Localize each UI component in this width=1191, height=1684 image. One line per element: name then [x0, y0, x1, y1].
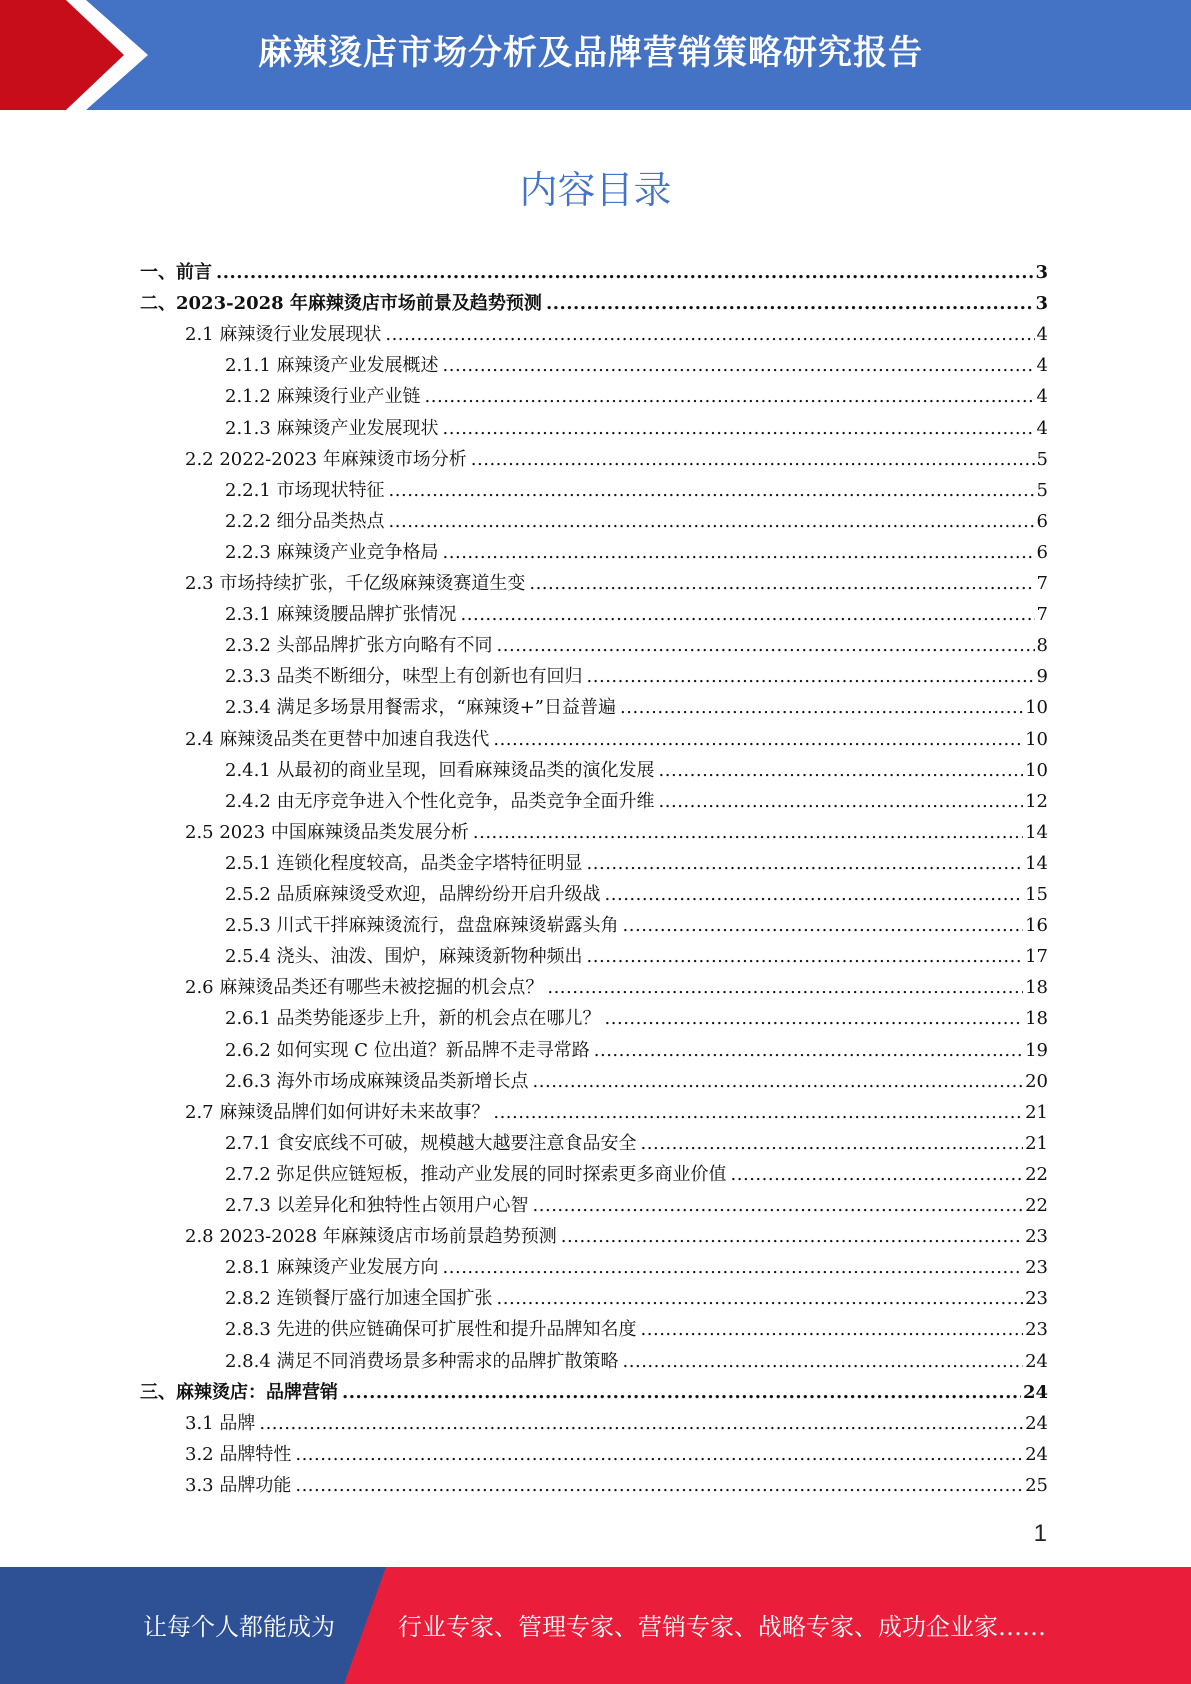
toc-entry-page: 22 — [1025, 1195, 1048, 1216]
toc-leader-dots — [497, 1287, 1024, 1311]
toc-entry[interactable] — [225, 658, 1048, 689]
header-banner — [0, 0, 1191, 110]
toc-leader-dots — [623, 914, 1024, 938]
toc-leader-dots — [425, 385, 1035, 409]
toc-entry-label: 2.3 市场持续扩张，千亿级麻辣烫赛道生变 — [185, 573, 526, 594]
toc-entry[interactable] — [140, 254, 1048, 285]
toc-leader-dots — [443, 417, 1035, 441]
toc-entry-label: 二、2023-2028 年麻辣烫店市场前景及趋势预测 — [140, 293, 542, 315]
toc-entry-label: 2.1.3 麻辣烫产业发展现状 — [225, 417, 439, 439]
toc-entry-page: 14 — [1025, 852, 1048, 874]
toc-entry-label: 2.4.1 从最初的商业呈现，回看麻辣烫品类的演化发展 — [225, 759, 655, 781]
toc-entry-label: 2.8.3 先进的供应链确保可扩展性和提升品牌知名度 — [225, 1319, 637, 1341]
toc-entry[interactable] — [225, 783, 1048, 814]
toc-entry[interactable] — [225, 938, 1048, 969]
toc-entry-label: 2.7.2 弥足供应链短板，推动产业发展的同时探索更多商业价值 — [225, 1163, 727, 1185]
toc-leader-dots — [529, 572, 1034, 596]
toc-entry-page: 6 — [1036, 510, 1048, 532]
toc-entry-label: 2.2.1 市场现状特征 — [225, 479, 385, 501]
toc-entry[interactable] — [225, 347, 1048, 378]
toc-entry-page: 16 — [1025, 915, 1048, 937]
toc-entry-page: 3 — [1035, 262, 1048, 283]
toc-entry[interactable] — [185, 1436, 1048, 1467]
toc-leader-dots — [659, 759, 1024, 783]
toc-entry[interactable] — [225, 845, 1048, 876]
toc-entry-page: 12 — [1025, 790, 1048, 812]
toc-entry-label: 2.2.3 麻辣烫产业竞争格局 — [225, 541, 439, 563]
toc-entry[interactable] — [225, 1280, 1048, 1311]
toc-entry-label: 2.2 2022-2023 年麻辣烫市场分析 — [185, 448, 467, 470]
toc-entry[interactable] — [225, 1063, 1048, 1094]
toc-entry-page: 5 — [1036, 479, 1048, 501]
toc-leader-dots — [493, 728, 1023, 752]
toc-entry-label: 2.8 2023-2028 年麻辣烫店市场前景趋势预测 — [185, 1226, 557, 1248]
toc-entry-label: 2.6 麻辣烫品类还有哪些未被挖掘的机会点？ — [185, 977, 544, 999]
toc-entry-label: 2.4.2 由无序竞争进入个性化竞争，品类竞争全面升维 — [225, 790, 655, 812]
toc-entry[interactable] — [185, 1467, 1048, 1498]
footer-tagline: 行业专家、管理专家、营销专家、战略专家、成功企业家…… — [398, 1613, 1046, 1641]
toc-entry[interactable] — [225, 1311, 1048, 1342]
toc-leader-dots — [641, 1132, 1024, 1156]
toc-entry-page: 4 — [1036, 355, 1048, 377]
toc-leader-dots — [497, 634, 1035, 658]
toc-entry-label: 2.8.2 连锁餐厅盛行加速全国扩张 — [225, 1288, 493, 1310]
toc-leader-dots — [547, 976, 1023, 1000]
toc-leader-dots — [259, 1412, 1023, 1436]
toc-entry-label: 2.3.2 头部品牌扩张方向略有不同 — [225, 635, 493, 657]
toc-entry-page: 18 — [1025, 1008, 1048, 1030]
toc-entry[interactable] — [225, 689, 1048, 720]
toc-entry[interactable] — [225, 752, 1048, 783]
toc-entry[interactable] — [185, 565, 1048, 596]
toc-entry[interactable] — [225, 378, 1048, 409]
toc-entry-page: 23 — [1025, 1319, 1048, 1341]
toc-entry-page: 18 — [1025, 977, 1048, 999]
toc-leader-dots — [461, 603, 1035, 627]
toc-entry-label: 三、麻辣烫店：品牌营销 — [140, 1381, 338, 1403]
toc-entry[interactable] — [225, 596, 1048, 627]
toc-entry-page: 24 — [1022, 1381, 1048, 1403]
toc-entry-page: 24 — [1025, 1412, 1048, 1434]
toc-entry[interactable] — [185, 316, 1048, 347]
toc-entry-label: 2.7.3 以差异化和独特性占领用户心智 — [225, 1195, 529, 1216]
toc-leader-dots — [216, 261, 1033, 285]
report-title: 麻辣烫店市场分析及品牌营销策略研究报告 — [258, 33, 923, 73]
toc-leader-dots — [533, 1194, 1024, 1218]
page-number: 1 — [1033, 1520, 1047, 1547]
toc-entry-label: 2.6.2 如何实现 C 位出道？新品牌不走寻常路 — [225, 1039, 590, 1061]
toc-entry-label: 2.8.4 满足不同消费场景多种需求的品牌扩散策略 — [225, 1350, 619, 1372]
toc-entry-label: 2.6.3 海外市场成麻辣烫品类新增长点 — [225, 1070, 529, 1092]
toc-leader-dots — [385, 323, 1034, 347]
toc-entry[interactable] — [225, 534, 1048, 565]
toc-leader-dots — [443, 354, 1035, 378]
toc-entry[interactable] — [225, 472, 1048, 503]
toc-leader-dots — [561, 1225, 1023, 1249]
toc-entry-label: 3.2 品牌特性 — [185, 1443, 292, 1465]
toc-entry[interactable] — [185, 721, 1048, 752]
toc-entry-label: 2.8.1 麻辣烫产业发展方向 — [225, 1257, 439, 1279]
toc-entry-page: 14 — [1025, 821, 1048, 843]
toc-entry-page: 15 — [1025, 884, 1048, 905]
toc-entry-label: 2.5.3 川式干拌麻辣烫流行，盘盘麻辣烫崭露头角 — [225, 915, 619, 937]
toc-entry-label: 2.5.4 浇头、油泼、围炉，麻辣烫新物种频出 — [225, 946, 583, 968]
toc-entry[interactable] — [225, 1000, 1048, 1031]
toc-entry-page: 24 — [1025, 1350, 1048, 1372]
toc-leader-dots — [493, 1101, 1023, 1125]
toc-entry-page: 21 — [1025, 1132, 1048, 1154]
toc-entry-label: 3.1 品牌 — [185, 1412, 256, 1434]
toc-entry[interactable] — [140, 285, 1048, 316]
toc-entry-page: 5 — [1036, 448, 1048, 470]
red-chevron-decoration — [0, 0, 160, 110]
toc-leader-dots — [342, 1381, 1021, 1405]
toc-entry-label: 3.3 品牌功能 — [185, 1474, 292, 1496]
toc-entry-page: 22 — [1025, 1163, 1048, 1185]
toc-entry-page: 20 — [1025, 1070, 1048, 1092]
toc-leader-dots — [659, 790, 1024, 814]
toc-entry[interactable] — [225, 876, 1048, 907]
toc-entry[interactable] — [225, 1032, 1048, 1063]
footer-slogan: 让每个人都能成为 — [143, 1613, 335, 1641]
toc-leader-dots — [443, 1256, 1024, 1280]
toc-entry-page: 4 — [1036, 417, 1048, 439]
toc-entry[interactable] — [185, 1094, 1048, 1125]
toc-leader-dots — [623, 1350, 1024, 1374]
toc-entry[interactable] — [225, 1125, 1048, 1156]
toc-entry-page: 4 — [1036, 386, 1048, 408]
toc-entry[interactable] — [140, 1374, 1048, 1405]
toc-heading: 内容目录 — [519, 168, 672, 212]
toc-leader-dots — [605, 883, 1024, 907]
toc-leader-dots — [620, 696, 1023, 720]
toc-entry-page: 23 — [1025, 1226, 1048, 1248]
toc-entry-label: 2.2.2 细分品类热点 — [225, 510, 385, 532]
toc-leader-dots — [546, 292, 1034, 316]
toc-leader-dots — [587, 852, 1024, 876]
toc-entry-label: 2.1.2 麻辣烫行业产业链 — [225, 386, 421, 408]
toc-entry-label: 2.4 麻辣烫品类在更替中加速自我迭代 — [185, 728, 490, 750]
toc-entry[interactable] — [185, 814, 1048, 845]
toc-leader-dots — [295, 1443, 1023, 1467]
toc-entry[interactable] — [225, 1343, 1048, 1374]
toc-entry-page: 3 — [1035, 293, 1048, 315]
toc-entry-label: 2.3.3 品类不断细分，味型上有创新也有回归 — [225, 666, 583, 688]
toc-entry-label: 2.3.4 满足多场景用餐需求，“麻辣烫+”日益普遍 — [225, 697, 617, 719]
toc-entry-label: 2.5 2023 中国麻辣烫品类发展分析 — [185, 821, 469, 843]
toc-entry-page: 21 — [1025, 1101, 1048, 1123]
toc-entry-label: 2.5.2 品质麻辣烫受欢迎，品牌纷纷开启升级战 — [225, 884, 601, 905]
toc-leader-dots — [443, 541, 1035, 565]
toc-leader-dots — [389, 510, 1035, 534]
toc-entry-page: 10 — [1025, 728, 1048, 750]
toc-entry-label: 2.3.1 麻辣烫腰品牌扩张情况 — [225, 604, 457, 626]
toc-entry[interactable] — [185, 441, 1048, 472]
toc-entry-page: 7 — [1036, 604, 1048, 626]
toc-entry[interactable] — [225, 907, 1048, 938]
toc-entry-label: 2.6.1 品类势能逐步上升，新的机会点在哪儿？ — [225, 1008, 601, 1030]
toc-entry-page: 17 — [1025, 946, 1048, 968]
toc-entry-page: 4 — [1036, 324, 1048, 346]
toc-entry[interactable] — [185, 1218, 1048, 1249]
toc-entry[interactable] — [225, 627, 1048, 658]
toc-leader-dots — [471, 448, 1035, 472]
toc-entry-page: 10 — [1025, 697, 1048, 719]
toc-entry-label: 2.5.1 连锁化程度较高，品类金字塔特征明显 — [225, 852, 583, 874]
toc-entry-label: 2.1 麻辣烫行业发展现状 — [185, 324, 382, 346]
toc-entry[interactable] — [225, 1249, 1048, 1280]
toc-entry-page: 9 — [1036, 666, 1048, 688]
toc-entry[interactable] — [225, 410, 1048, 441]
toc-entry-page: 6 — [1036, 541, 1048, 563]
toc-entry[interactable] — [185, 1405, 1048, 1436]
toc-entry-page: 19 — [1025, 1039, 1048, 1061]
footer-banner — [0, 1567, 1191, 1684]
toc-entry-label: 2.7.1 食安底线不可破，规模越大越要注意食品安全 — [225, 1132, 637, 1154]
toc-entry-page: 7 — [1036, 573, 1048, 594]
toc-leader-dots — [605, 1007, 1024, 1031]
toc-entry-page: 23 — [1025, 1288, 1048, 1310]
toc-leader-dots — [731, 1163, 1024, 1187]
toc-leader-dots — [473, 821, 1023, 845]
toc-leader-dots — [594, 1039, 1023, 1063]
toc-leader-dots — [641, 1318, 1024, 1342]
toc-entry-page: 23 — [1025, 1257, 1048, 1279]
toc-entry-page: 25 — [1025, 1474, 1048, 1496]
toc-leader-dots — [587, 945, 1024, 969]
toc-entry-page: 24 — [1025, 1443, 1048, 1465]
toc-entry-page: 10 — [1025, 759, 1048, 781]
toc-entry[interactable] — [225, 503, 1048, 534]
toc-entry-label: 2.1.1 麻辣烫产业发展概述 — [225, 355, 439, 377]
toc-entry-label: 2.7 麻辣烫品牌们如何讲好未来故事？ — [185, 1101, 490, 1123]
toc-entry-page: 8 — [1036, 635, 1048, 657]
toc-entry[interactable] — [185, 969, 1048, 1000]
toc-entry[interactable] — [225, 1156, 1048, 1187]
toc-entry-label: 一、前言 — [140, 262, 212, 283]
toc-leader-dots — [389, 479, 1035, 503]
toc-leader-dots — [295, 1474, 1023, 1498]
toc-entry[interactable] — [225, 1187, 1048, 1218]
toc-leader-dots — [533, 1070, 1024, 1094]
toc-leader-dots — [587, 665, 1035, 689]
